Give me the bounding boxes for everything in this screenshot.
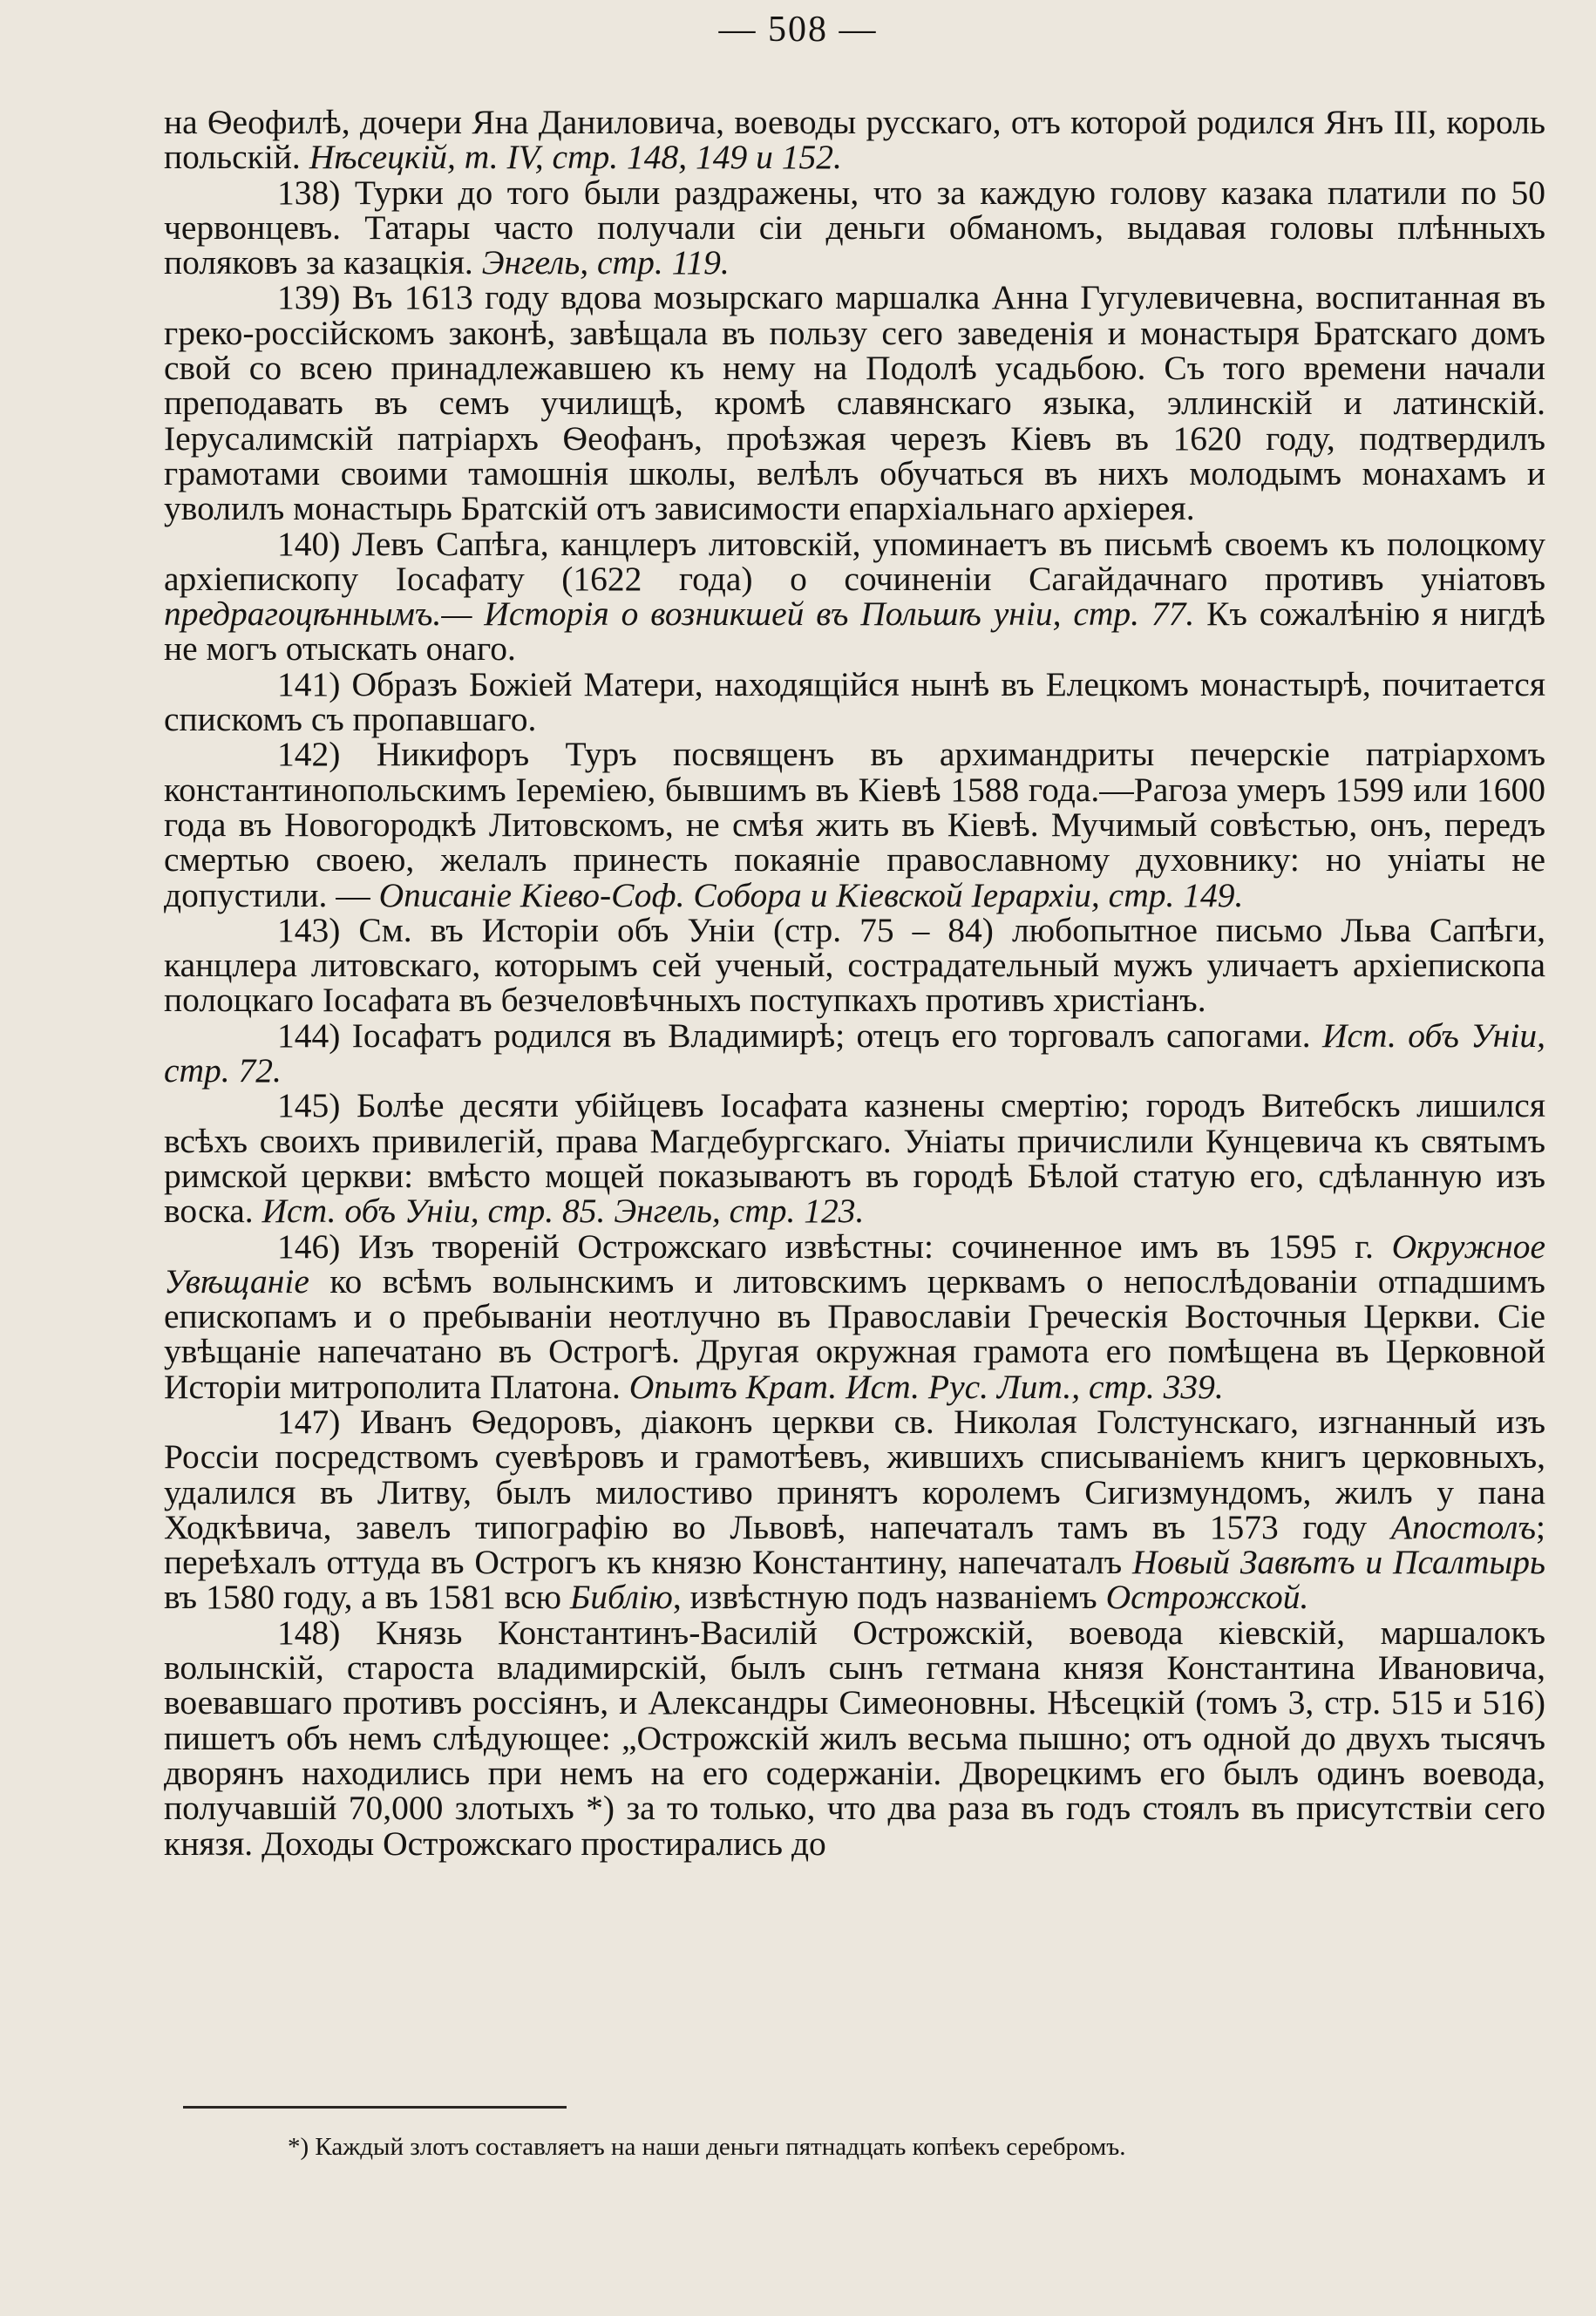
citation: Новый Завѣтъ и Псалтырь bbox=[1132, 1543, 1545, 1582]
footnote: *) Каждый злотъ составляетъ на наши деньги пятнадцать копѣекъ серебромъ. bbox=[288, 2133, 1126, 2161]
note-142: 142) Никифоръ Туръ посвященъ въ архимандриты печерскіе патріархомъ константинопольскимъ Іереміею, бывшимъ въ Кіевѣ 1588 года.—Рагоза умеръ 1599 или 1600 года въ Новогородкѣ Литовскомъ, не смѣя жить въ Кіевѣ. Мучимый совѣстью, онъ, передъ смертью своею, желалъ принесть покаяніе православному духовнику: но уніаты не допустили. — Описаніе Кіево-Соф. Собора и Кіевской Іерархіи, стр. 149. bbox=[164, 735, 1545, 914]
citation: Энгель, стр. 119. bbox=[481, 243, 730, 282]
note-148: 148) Князь Константинъ-Василій Острожскій, воевода кіевскій, маршалокъ волынскій, староста владимирскій, былъ сынъ гетмана князя Константина Ивановича, воевавшаго противъ россіянъ, и Александры Симеоновны. Нѣсецкій (томъ 3, стр. 515 и 516) пишетъ объ немъ слѣдующее: „Острожскій жилъ весьма пышно; отъ одной до двухъ тысячъ дворянъ находились при немъ на его содержаніи. Дворецкимъ его былъ одинъ воевода, получавшій 70,000 злотыхъ *) за то только, что два раза въ годъ стоялъ въ присутствіи сего князя. Доходы Острожскаго простирались до bbox=[164, 1613, 1545, 1863]
note-138: 138) Турки до того были раздражены, что за каждую голову казака платили по 50 червонцевъ. Татары часто получали сіи деньги обманомъ, выдавая головы плѣнныхъ поляковъ за казацкія. Энгель, стр. 119. bbox=[164, 173, 1545, 282]
notes-body bbox=[164, 105, 1545, 1861]
citation: Ист. объ Уніи, стр. 85. Энгель, стр. 123. bbox=[261, 1192, 865, 1231]
citation: Апостолъ bbox=[1390, 1507, 1537, 1546]
note-145: 145) Болѣе десяти убійцевъ Іосафата казнены смертію; городъ Витебскъ лишился всѣхъ своихъ привилегій, права Магдебургскаго. Уніаты причислили Кунцевича къ святымъ римской церкви: вмѣсто мощей показываютъ въ городѣ Бѣлой статую его, сдѣланную изъ воска. Ист. объ Уніи, стр. 85. Энгель, стр. 123. bbox=[164, 1086, 1545, 1231]
note-141: 141) Образъ Божіей Матери, находящійся нынѣ въ Елецкомъ монастырѣ, почитается спискомъ съ пропавшаго. bbox=[164, 664, 1545, 739]
citation: предрагоцѣннымъ.— Исторія о возникшей въ Польшѣ уніи, стр. 77. bbox=[164, 594, 1195, 634]
note-146: 146) Изъ твореній Острожскаго извѣстны: сочиненное имъ въ 1595 г. Окружное Увѣщаніе ко всѣмъ волынскимъ и литовскимъ церквамъ о непослѣдованіи отпадшимъ епископамъ и о пребываніи неотлучно въ Православіи Греческія Восточныя Церкви. Сіе увѣщаніе напечатано въ Острогѣ. Другая окружная грамота его помѣщена въ Церковной Исторіи митрополита Платона. Опытъ Крат. Ист. Рус. Лит., стр. 339. bbox=[164, 1226, 1545, 1406]
citation: Окружное Увѣщаніе bbox=[164, 1226, 1545, 1301]
note-147: 147) Иванъ Ѳедоровъ, діаконъ церкви св. Николая Голстунскаго, изгнанный изъ Россіи посредствомъ суевѣровъ и грамотѣевъ, жившихъ списываніемъ книгъ церковныхъ, удалился въ Литву, былъ милостиво принятъ королемъ Сигизмундомъ, жилъ у пана Ходкѣвича, завелъ типографію во Львовѣ, напечаталъ тамъ въ 1573 году Апостолъ; переѣхалъ оттуда въ Острогъ къ князю Константину, напечаталъ Новый Завѣтъ и Псалтырь въ 1580 году, а въ 1581 всю Библію, извѣстную подъ названіемъ Острожской. bbox=[164, 1402, 1545, 1617]
note-continuation: на Ѳеофилѣ, дочери Яна Даниловича, воеводы русскаго, отъ которой родился Янъ III, король польскій. Нѣсецкій, т. IV, стр. 148, 149 и 152. bbox=[164, 103, 1545, 177]
note-140: 140) Левъ Сапѣга, канцлеръ литовскій, упоминаетъ въ письмѣ своемъ къ полоцкому архіепископу Іосафату (1622 года) о сочиненіи Сагайдачнаго противъ уніатовъ предрагоцѣннымъ.— Исторія о возникшей въ Польшѣ уніи, стр. 77. Къ сожалѣнію я нигдѣ не могъ отыскать онаго. bbox=[164, 524, 1545, 669]
citation: Нѣсецкій, т. IV, стр. 148, 149 и 152. bbox=[309, 138, 842, 177]
citation: Опытъ Крат. Ист. Рус. Лит., стр. 339. bbox=[628, 1367, 1224, 1406]
footnote-divider bbox=[183, 2106, 567, 2109]
citation: Описаніе Кіево-Соф. Собора и Кіевской Іерархіи, стр. 149. bbox=[378, 875, 1244, 914]
page-number: — 508 — bbox=[718, 10, 878, 50]
note-143: 143) См. въ Исторіи объ Уніи (стр. 75 – 84) любопытное письмо Льва Сапѣги, канцлера литовскаго, которымъ сей ученый, сострадательный мужъ уличаетъ архіепископа полоцкаго Іосафата въ безчеловѣчныхъ поступкахъ противъ христіанъ. bbox=[164, 910, 1545, 1020]
citation: Библію bbox=[569, 1578, 673, 1617]
note-139: 139) Въ 1613 году вдова мозырскаго маршалка Анна Гугулевичевна, воспитанная въ греко-россійскомъ законѣ, завѣщала въ пользу сего заведенія и монастыря Братскаго домъ свой со всею принадлежавшею къ нему на Подолѣ усадьбою. Съ того времени начали преподавать въ семъ училищѣ, кромѣ славянскаго языка, эллинскій и латинскій. Іерусалимскій патріархъ Ѳеофанъ, проѣзжая черезъ Кіевъ въ 1620 году, подтвердилъ грамотами своими тамошнія школы, велѣлъ обучаться въ нихъ молодымъ монахамъ и уволилъ монастырь Братскій отъ зависимости епархіальнаго архіерея. bbox=[164, 278, 1545, 528]
citation: Острожской. bbox=[1105, 1578, 1309, 1617]
citation: Ист. объ Уніи, стр. 72. bbox=[164, 1015, 1545, 1090]
note-144: 144) Іосафатъ родился въ Владимирѣ; отецъ его торговалъ сапогами. Ист. объ Уніи, стр. 72. bbox=[164, 1015, 1545, 1090]
